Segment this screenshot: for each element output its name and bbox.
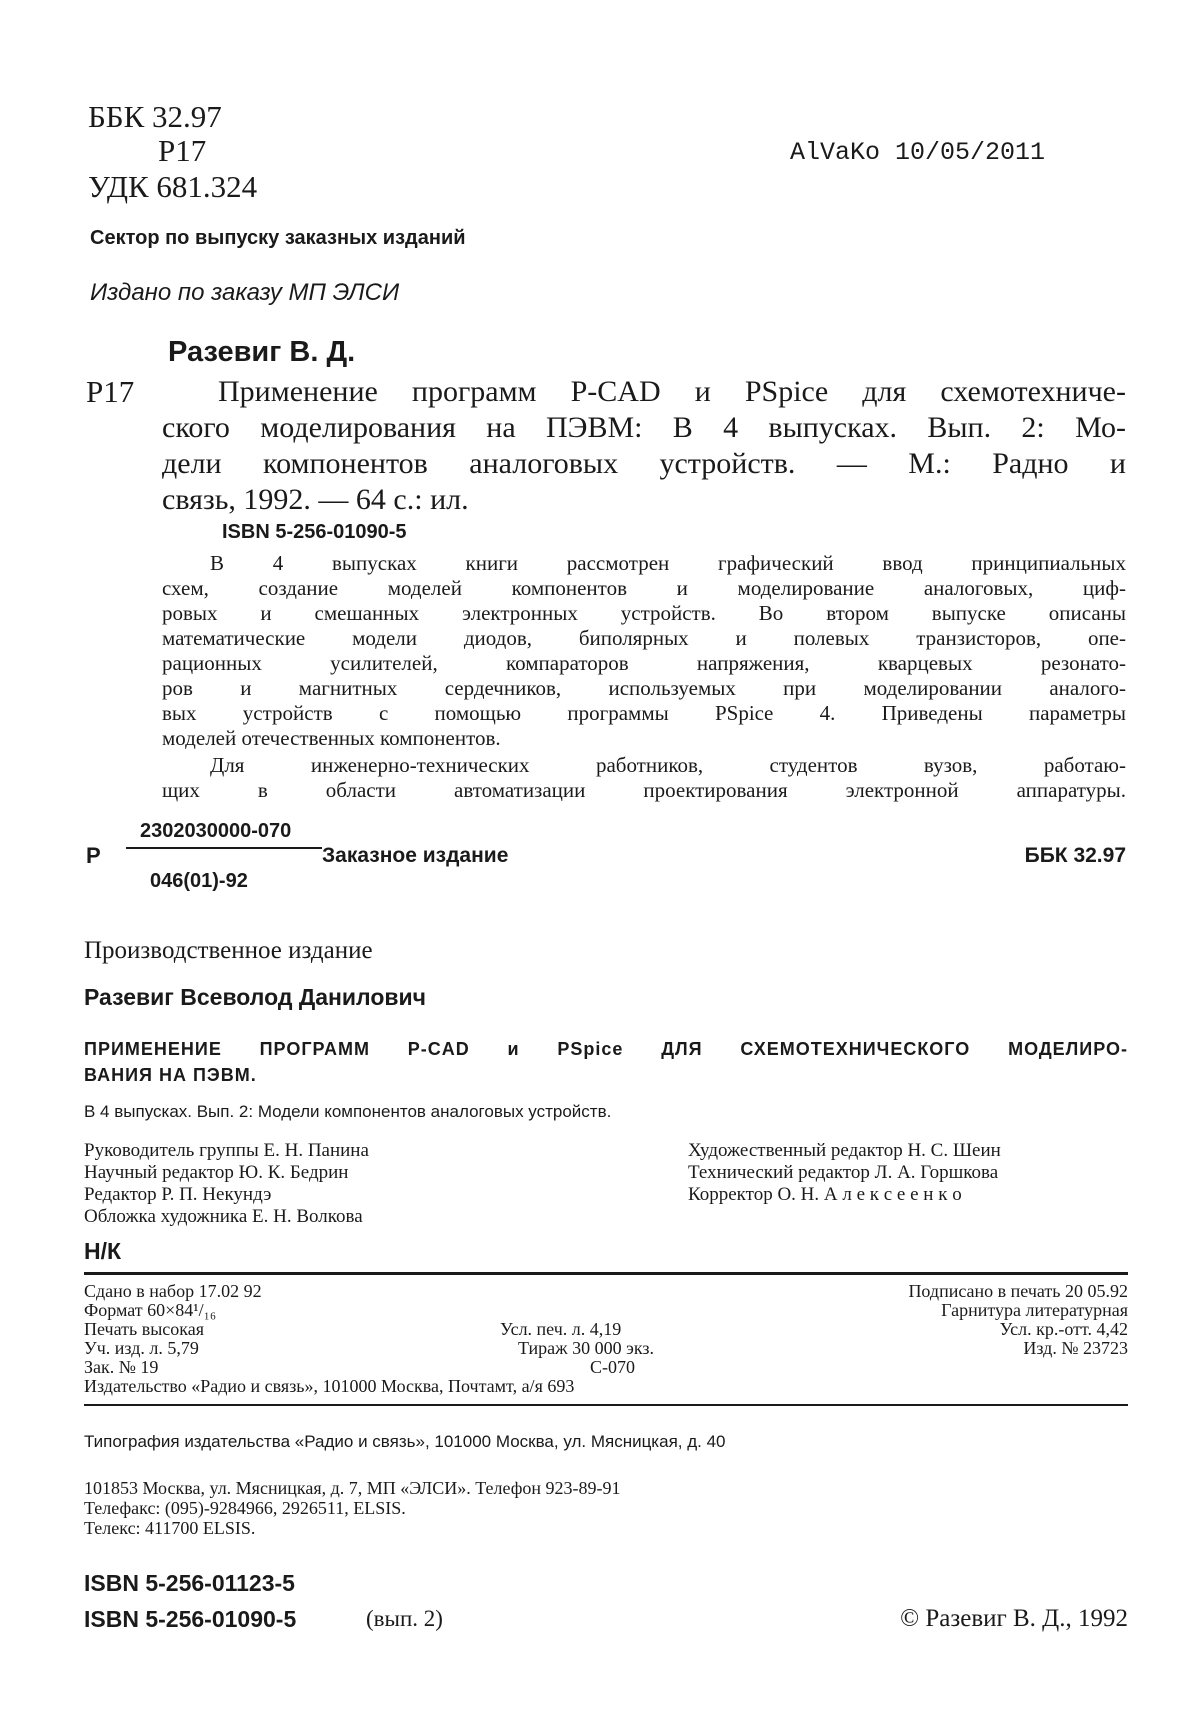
imprint-sent-to-set: Сдано в набор 17.02 92 [84, 1281, 262, 1301]
published-for: Издано по заказу МП ЭЛСИ [90, 279, 400, 306]
bbk-index: ББК 32.97 [1024, 844, 1126, 867]
imprint-color-prints: Усл. кр.-отт. 4,42 [999, 1319, 1128, 1339]
fraction-bar [126, 847, 322, 849]
library-code: Р17 [158, 133, 207, 168]
order-edition-label: Заказное издание [322, 844, 509, 867]
imprint-pub-sheets: Уч. изд. л. 5,79 [84, 1338, 199, 1358]
printing-house: Типография издательства «Радио и связь», 101000 Москва, ул. Мясницкая, д. 40 [84, 1432, 726, 1451]
bbk-code: ББК 32.97 [88, 99, 222, 134]
abstract-line: ровых и смешанных электронных устройств. Во втором выпуске описаны [162, 601, 1126, 625]
nk-mark: Н/К [84, 1238, 122, 1264]
imprint-publisher: Издательство «Радио и связь», 101000 Москва, Почтамт, а/я 693 [84, 1376, 575, 1396]
imprint-signed: Подписано в печать 20 05.92 [908, 1281, 1128, 1301]
abstract-line: математические модели диодов, биполярных и полевых транзисторов, опе- [162, 626, 1126, 650]
isbn-set: ISBN 5-256-01123-5 [84, 1570, 295, 1596]
imprint-run: Тираж 30 000 экз. [518, 1338, 654, 1358]
isbn-line: ISBN 5-256-01090-5 [222, 521, 407, 543]
imprint-divider [84, 1272, 1128, 1275]
abstract-line: рационных усилителей, компараторов напряжения, кварцевых резонато- [162, 651, 1126, 675]
imprint-edition-no: Изд. № 23723 [1023, 1338, 1128, 1358]
production-title-line: ВАНИЯ НА ПЭВМ. [84, 1065, 257, 1085]
isbn-volume-note: (вып. 2) [366, 1606, 443, 1631]
contact-line: 101853 Москва, ул. Мясницкая, д. 7, МП «ЭЛСИ». Телефон 923-89-91 [84, 1478, 621, 1498]
abstract-line: вых устройств с помощью программы PSpice 4. Приведены параметры [162, 701, 1126, 725]
abstract-line: ров и магнитных сердечников, используемых при моделировании аналого- [162, 676, 1126, 700]
imprint-print: Печать высокая [84, 1319, 205, 1339]
title-line: Применение программ P-CAD и PSpice для схемотехниче- [218, 375, 1126, 408]
copyright: © Разевиг В. Д., 1992 [900, 1605, 1128, 1632]
index-letter: Р [86, 843, 101, 868]
credit-line: Руководитель группы Е. Н. Панина [84, 1140, 369, 1161]
production-subtitle: В 4 выпусках. Вып. 2: Модели компонентов аналоговых устройств. [84, 1102, 612, 1121]
udk-code: УДК 681.324 [88, 169, 258, 204]
imprint-typeface: Гарнитура литературная [941, 1300, 1128, 1320]
imprint-order: Зак. № 19 [84, 1357, 159, 1377]
production-title-line: ПРИМЕНЕНИЕ ПРОГРАММ P-CAD и PSpice ДЛЯ СХЕМОТЕХНИЧЕСКОГО МОДЕЛИРО- [84, 1039, 1128, 1059]
title-line: связь, 1992. — 64 с.: ил. [162, 483, 469, 516]
isbn-volume: ISBN 5-256-01090-5 [84, 1606, 297, 1632]
abstract-line: моделей отечественных компонентов. [162, 726, 501, 750]
credit-line: Обложка художника Е. Н. Волкова [84, 1206, 363, 1227]
scan-stamp: AlVaKo 10/05/2011 [790, 138, 1046, 167]
abstract-line: В 4 выпусках книги рассмотрен графический ввод принципиальных [210, 551, 1126, 575]
author-heading: Разевиг В. Д. [168, 336, 356, 368]
imprint-format: Формат 60×84¹/₁₆ [84, 1300, 217, 1320]
imprint-print-sheets: Усл. печ. л. 4,19 [500, 1319, 622, 1339]
audience-line: Для инженерно-технических работников, студентов вузов, работаю- [210, 753, 1126, 777]
credit-line: Научный редактор Ю. К. Бедрин [84, 1162, 349, 1183]
index-denominator: 046(01)-92 [150, 870, 248, 892]
entry-code: Р17 [86, 374, 135, 409]
credit-line: Художественный редактор Н. С. Шеин [688, 1140, 1001, 1161]
credit-line: Редактор Р. П. Некундэ [84, 1184, 272, 1205]
credit-line: Корректор О. Н. А л е к с е е н к о [688, 1184, 962, 1205]
edition-type: Производственное издание [84, 937, 373, 964]
title-line: ского моделирования на ПЭВМ: В 4 выпусках. Вып. 2: Мо- [162, 411, 1126, 444]
index-numerator: 2302030000-070 [140, 820, 292, 842]
abstract-line: схем, создание моделей компонентов и моделирование аналоговых, циф- [162, 576, 1126, 600]
sector-line: Сектор по выпуску заказных изданий [90, 227, 466, 249]
contact-line: Телекс: 411700 ELSIS. [84, 1518, 256, 1538]
title-line: дели компонентов аналоговых устройств. — М.: Радно и [162, 447, 1126, 480]
credit-line: Технический редактор Л. А. Горшкова [688, 1162, 999, 1183]
author-full-name: Разевиг Всеволод Данилович [84, 984, 427, 1010]
contact-line: Телефакс: (095)-9284966, 2926511, ELSIS. [84, 1498, 406, 1518]
imprint-divider [84, 1404, 1128, 1406]
imprint-price-code: С-070 [590, 1357, 635, 1377]
audience-line: щих в области автоматизации проектирования электронной аппаратуры. [162, 778, 1126, 802]
